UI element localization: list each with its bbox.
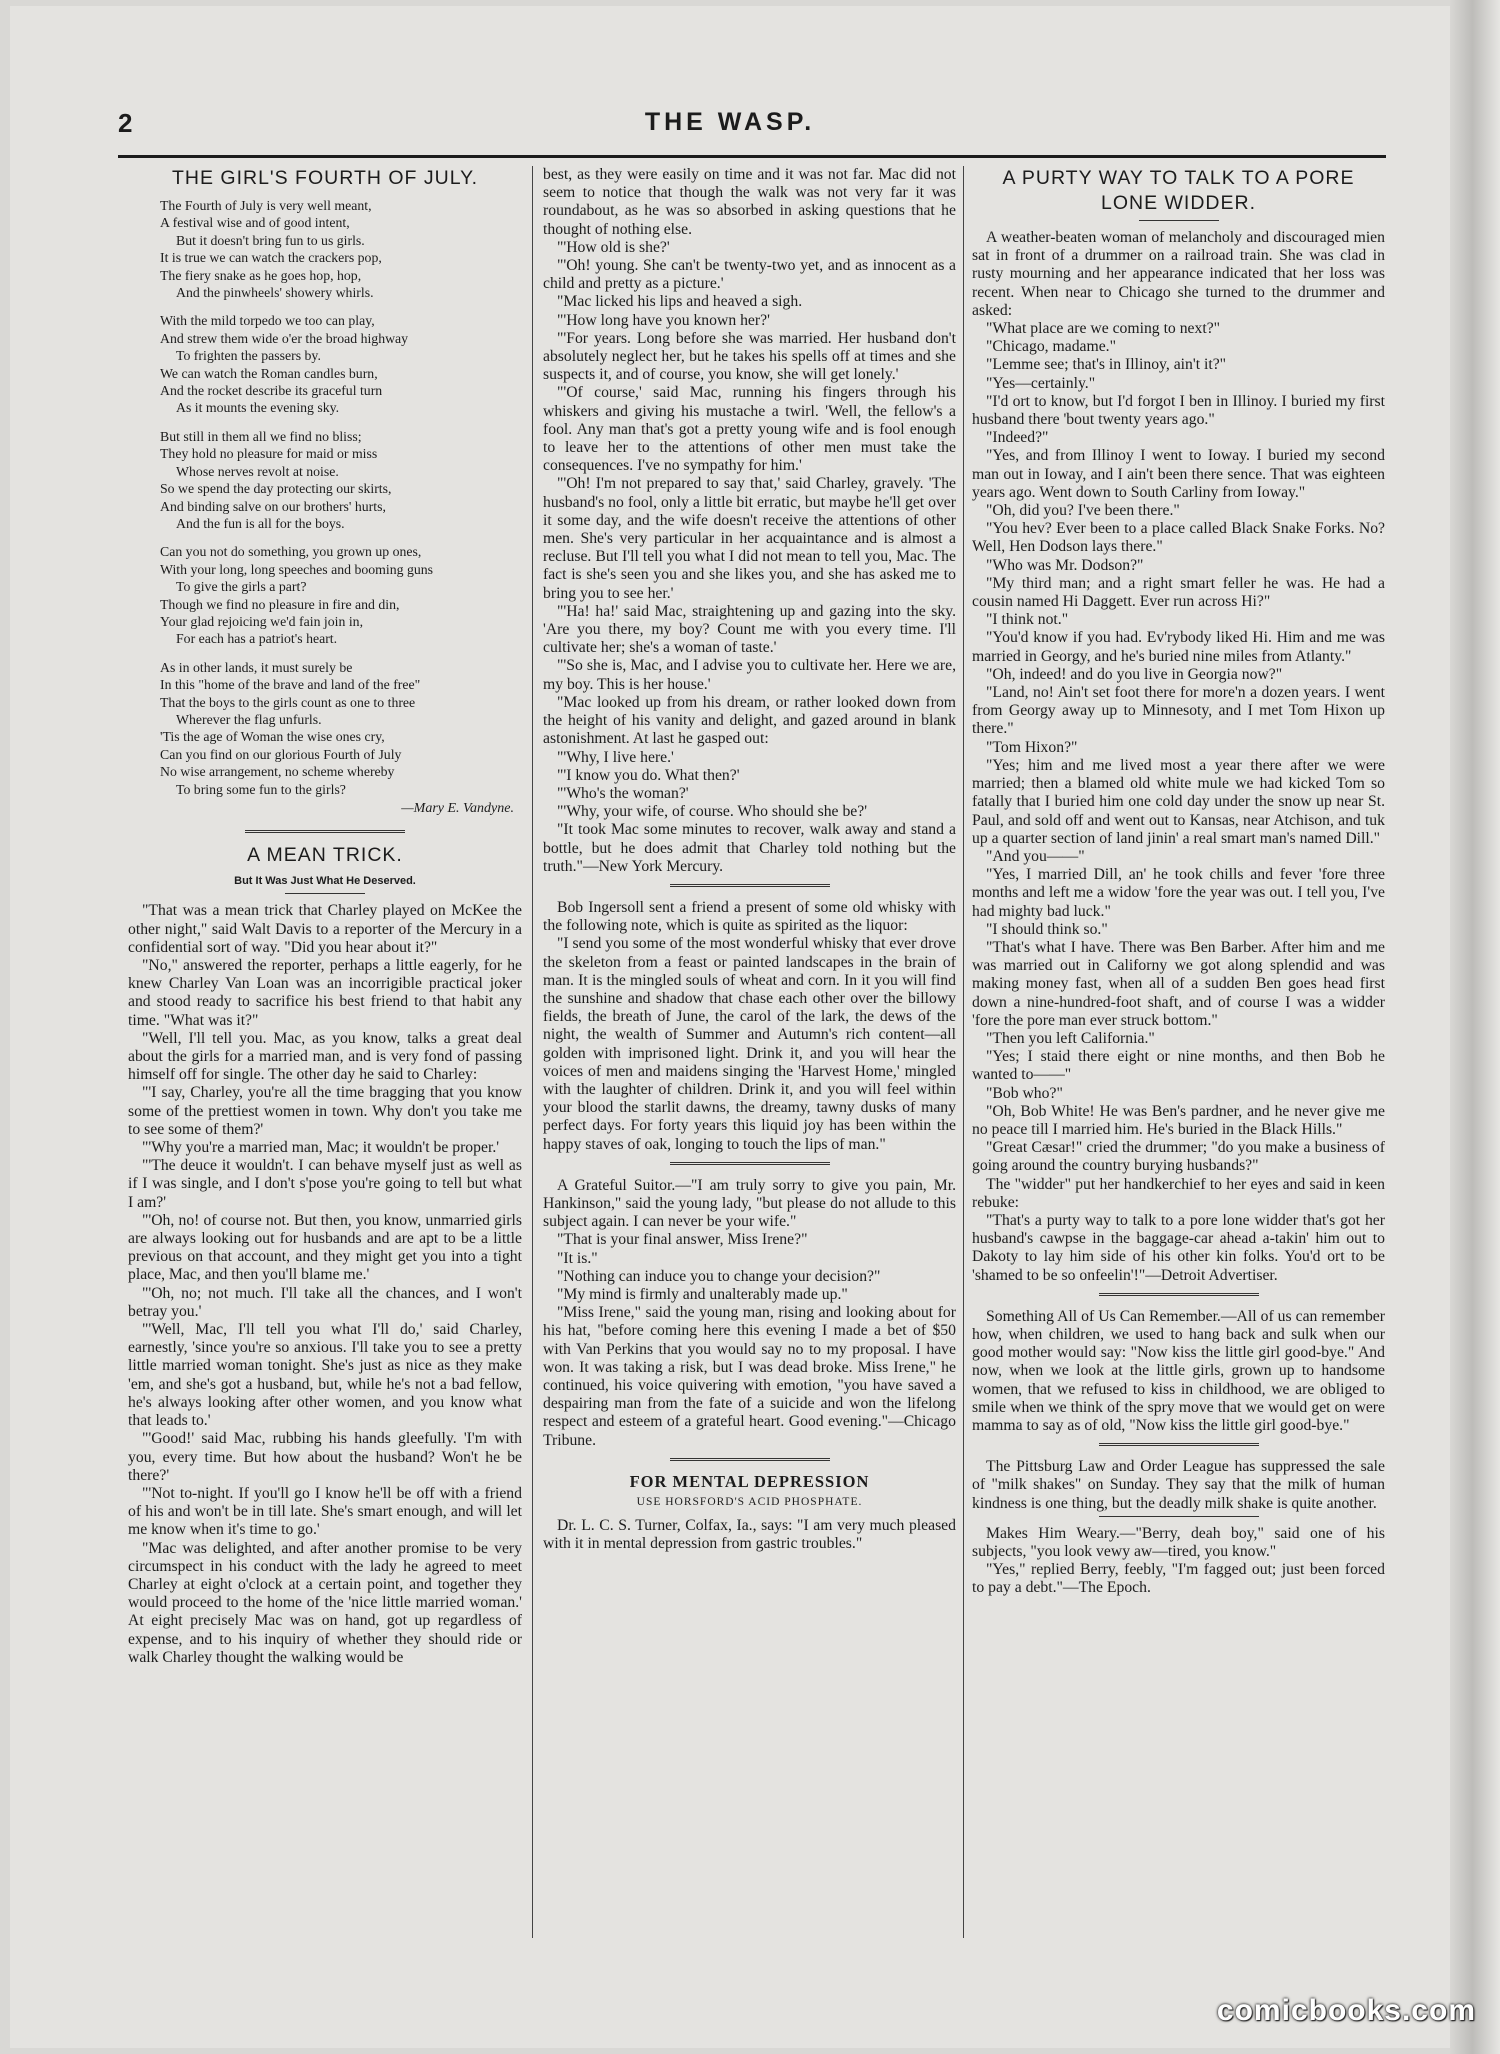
paragraph: "Land, no! Ain't set foot there for more'n a dozen years. I went from Georgy away up to Minnesoty, and I met Tom Hixon up there." — [972, 684, 1385, 738]
poem-line: As in other lands, it must surely be — [160, 659, 353, 675]
newspaper-page — [10, 6, 1450, 2048]
title-rule — [1139, 220, 1219, 221]
paragraph: "That's what I have. There was Ben Barber. After him and me was married out in Californy we got along splendid and was making money fast, when all of a sudden Ben goes head first down a nine-hundred-foot shaft, and of course I was a widder 'fore the pore man ever struck bottom." — [972, 938, 1385, 1029]
paragraph: "'Oh, no! of course not. But then, you know, unmarried girls are always looking out for husbands and are apt to be a little previous on that account, and they might get you into a tight place, Mac, and then you'll blame me.' — [128, 1211, 522, 1284]
column-1 — [128, 166, 522, 1667]
paragraph: "That is your final answer, Miss Irene?" — [557, 1231, 808, 1249]
paragraph: Dr. L. C. S. Turner, Colfax, Ia., says: "I am very much pleased with it in mental depression from gastric troubles." — [543, 1517, 956, 1553]
paragraph: "Yes—certainly." — [986, 374, 1096, 392]
paragraph: "Oh, did you? I've been there." — [986, 502, 1180, 520]
paragraph: Makes Him Weary.—"Berry, deah boy," said one of his subjects, "you look vewy aw—tired, you know." — [972, 1524, 1385, 1561]
poem-line: They hold no pleasure for maid or miss — [160, 446, 378, 462]
paragraph: "'Good!' said Mac, rubbing his hands gleefully. 'I'm with you, every time. But how about the husband? Won't he be there?' — [128, 1430, 522, 1484]
section-divider — [245, 830, 405, 833]
column-2 — [543, 166, 956, 1554]
column-rule-1 — [532, 166, 533, 1938]
ad-subtitle: USE HORSFORD'S ACID PHOSPHATE. — [636, 1496, 863, 1509]
paragraph: Bob Ingersoll sent a friend a present of some old whisky with the following note, which is quite as spirited as the liquor: — [543, 898, 956, 935]
poem-line: Your glad rejoicing we'd fain join in, — [160, 613, 364, 629]
paragraph: "Oh, Bob White! He was Ben's pardner, and he never give me no peace till I married him. He's buried in the Black Hills." — [972, 1102, 1385, 1138]
paragraph: "'Ha! ha!' said Mac, straightening up and gazing into the sky. 'Are you there, my boy? Count me with you every time. I'll cultivate her; she's a woman of taste.' — [543, 602, 956, 657]
poem-line: 'Tis the age of Woman the wise ones cry, — [160, 729, 385, 745]
poem-line: Wherever the flag unfurls. — [176, 711, 322, 727]
article-subtitle: But It Was Just What He Deserved. — [234, 875, 416, 888]
poem — [128, 197, 522, 798]
poem-title: THE GIRL'S FOURTH OF JULY. — [171, 167, 479, 189]
paragraph: The "widder" put her handkerchief to her eyes and said in keen rebuke: — [972, 1175, 1385, 1211]
paragraph: A Grateful Suitor.—"I am truly sorry to give you pain, Mr. Hankinson," said the young lady, "but please do not allude to this subject again. I can never be your wife." — [543, 1176, 956, 1231]
paragraph: best, as they were easily on time and it was not far. Mac did not seem to notice that though the walk was not very far it was roundabout, as he was so absorbed in asking questions that he thought of nothing else. — [543, 166, 956, 238]
paragraph: "Bob who?" — [986, 1084, 1063, 1102]
paragraph: "Then you left California." — [986, 1029, 1155, 1047]
poem-line: That the boys to the girls count as one to three — [160, 694, 416, 710]
article-title: A MEAN TRICK. — [247, 844, 403, 867]
paragraph: "Great Cæsar!" cried the drummer; "do you make a business of going around the country burying husbands?" — [972, 1139, 1385, 1175]
section-divider — [1099, 1293, 1259, 1296]
paragraph: "And you——" — [986, 847, 1085, 865]
poem-line: And the rocket describe its graceful turn — [160, 383, 383, 399]
paragraph: "'So she is, Mac, and I advise you to cultivate her. Here we are, my boy. This is her house.' — [543, 657, 956, 693]
paragraph: "Indeed?" — [986, 429, 1049, 447]
paragraph: "Miss Irene," said the young man, rising and looking about for his hat, "before coming here this evening I made a bet of $50 with Van Perkins that you would say no to my proposal. I have won. It was taking a risk, but I was dead broke. Miss Irene," he continued, his voice quivering with emotion, "you have saved a despairing man from the fate of a suicide and won the lifelong respect and esteem of a grateful heart. Good evening."—Chicago Tribune. — [543, 1304, 956, 1449]
paragraph: "'Not to-night. If you'll go I know he'll be off with a friend of his and won't be in till late. She's smart enough, and will let me know when it's time to go.' — [128, 1484, 522, 1539]
poem-line: And the fun is all for the boys. — [176, 515, 345, 531]
paragraph: "Tom Hixon?" — [986, 738, 1078, 756]
paragraph: "'Why you're a married man, Mac; it wouldn't be proper.' — [142, 1139, 500, 1157]
paragraph: "Mac was delighted, and after another promise to be very circumspect in his conduct with the lady he agreed to meet Charley at eight o'clock at a certain point, and together they would proceed to the home of the 'nice little married woman.' At eight precisely Mac was on hand, got up regardless of expense, and to his inquiry of whether they should ride or walk Charley thought the walking would be — [128, 1539, 522, 1666]
paragraph: "'How long have you known her?' — [557, 311, 770, 329]
paragraph: "Yes; him and me lived most a year there after we were married; then a blamed old white mule we had kicked Tom so fatally that I buried him one cold day under the snow up near St. Paul, and sold off and went out to Kansas, near Atchison, and tuk up a quarter section of land jinin' a real smart man's named Dill." — [972, 756, 1385, 847]
paragraph: A weather-beaten woman of melancholy and discouraged mien sat in front of a drummer on a railroad train. She was clad in rusty mourning and her appearance indicated that her loss was recent. When near to Chicago she turned to the drummer and asked: — [972, 229, 1385, 319]
poem-stanza — [160, 197, 522, 301]
paragraph: "Well, I'll tell you. Mac, as you know, talks a great deal about the girls for a married man, and is very fond of passing himself off for single. The other day he said to Charley: — [128, 1029, 522, 1084]
title-rule — [285, 893, 365, 894]
paragraph: "Nothing can induce you to change your decision?" — [557, 1267, 881, 1285]
paragraph: "'I know you do. What then?' — [557, 766, 740, 784]
paragraph: "'I say, Charley, you're all the time bragging that you know some of the prettiest women in town. Why don't you take me to see some of them?' — [128, 1084, 522, 1138]
paragraph: "It took Mac some minutes to recover, walk away and stand a bottle, but he does admit that Charley told nothing but the truth."—New York Mercury. — [543, 821, 956, 875]
poem-line: And binding salve on our brothers' hurts, — [160, 498, 386, 514]
column-rule-2 — [963, 166, 964, 1938]
column-3 — [972, 166, 1385, 1598]
poem-line: We can watch the Roman candles burn, — [160, 365, 378, 381]
poem-line: To give the girls a part? — [176, 579, 307, 595]
paragraph: Something All of Us Can Remember.—All of us can remember how, when children, we used to hang back and sulk when our good mother would say: "Now kiss the little girl good-bye." And now, when we look at the little girls, grown up to handsome women, that we refused to kiss in childhood, we are obliged to smile when we think of the spry move that we would get on were mamma to say as of old, "Now kiss the little girl good-bye." — [972, 1307, 1385, 1434]
paragraph: "Yes," replied Berry, feebly, "I'm fagged out; just been forced to pay a debt."—The Epoch. — [972, 1561, 1385, 1597]
paragraph: "'Oh! I'm not prepared to say that,' said Charley, gravely. 'The husband's no fool, only a little bit erratic, but maybe he'll get over it some day, and the wife doesn't receive the attentions of other men. She's very particular in her acquaintance and is almost a recluse. But I'll tell you what I did not mean to tell you, Mac. The fact is she's seen you and she likes you, and she has asked me to bring you to see her.' — [543, 475, 956, 602]
poem-line: To frighten the passers by. — [176, 348, 321, 364]
paragraph: "You'd know if you had. Ev'rybody liked Hi. Him and me was married in Georgy, and he's buried nine miles from Atlanty." — [972, 629, 1385, 665]
paragraph: "My mind is firmly and unalterably made up." — [557, 1285, 848, 1303]
poem-line: So we spend the day protecting our skirts, — [160, 481, 392, 497]
paragraph: "What place are we coming to next?" — [986, 320, 1221, 338]
paragraph: "That was a mean trick that Charley played on McKee the other night," said Walt Davis to a reporter of the Mercury in a confidential sort of way. "Did you hear about it?" — [128, 902, 522, 956]
poem-line: And strew them wide o'er the broad highway — [160, 330, 409, 346]
paragraph: "I should think so." — [986, 920, 1108, 938]
poem-stanza — [160, 428, 522, 532]
article-title: A PURTY WAY TO TALK TO A PORE LONE WIDDER. — [1002, 167, 1355, 214]
poem-line: But it doesn't bring fun to us girls. — [176, 232, 365, 248]
paragraph: "'The deuce it wouldn't. I can behave myself just as well as if I was single, and I don't s'pose you're going to tell but what I am?' — [128, 1157, 522, 1211]
paragraph: "I send you some of the most wonderful whisky that ever drove the skeleton from a feast or painted landscapes in the brain of man. It is the mingled souls of wheat and corn. In it you will find the sunshine and shadow that chase each other over the billowy fields, the breath of June, the carol of the lark, the dews of the night, the wealth of Summer and Autumn's rich content—all golden with imprisoned light. Drink it, and you will hear the voices of men and maidens singing the 'Harvest Home,' mingled with the laughter of children. Drink it, and you will feel within your blood the starlit dawns, the dreamy, tawny dusks of many perfect days. For forty years this liquid joy has been within the happy staves of oak, longing to touch the lips of man." — [543, 935, 956, 1153]
poem-stanza — [160, 543, 522, 647]
poem-line: For each has a patriot's heart. — [176, 631, 338, 647]
paragraph: "'Oh! young. She can't be twenty-two yet, and as innocent as a child and pretty as a picture.' — [543, 257, 956, 293]
paragraph: "I'd ort to know, but I'd forgot I ben in Illinoy. I buried my first husband there 'bout twenty years ago." — [972, 392, 1385, 429]
poem-line: And the pinwheels' showery whirls. — [176, 285, 374, 301]
masthead: THE WASP. — [644, 108, 816, 136]
paragraph: "'Oh, no; not much. I'll take all the chances, and I won't betray you.' — [128, 1284, 522, 1320]
paragraph: "Yes, and from Illinoy I went to Ioway. I buried my second man out in Ioway, and I ain't been there sence. That was eighteen years ago. Went down to South Carliny from Ioway." — [972, 447, 1385, 501]
poem-line: The fiery snake as he goes hop, hop, — [160, 267, 362, 283]
poem-line: But still in them all we find no bliss; — [160, 428, 362, 444]
poem-line: Can you not do something, you grown up ones, — [160, 544, 422, 560]
header-rule — [118, 155, 1386, 158]
poem-line: It is true we can watch the crackers pop, — [160, 250, 382, 266]
section-divider — [1099, 1443, 1259, 1446]
paragraph: "'Why, your wife, of course. Who should she be?' — [557, 803, 868, 821]
paragraph: "'Of course,' said Mac, running his fingers through his whiskers and giving his mustache a twirl. 'Well, the fellow's a fool. Any man that's got a pretty young wife and is fool enough to leave her to the attentions of other men must take the consequences. I've no sympathy for him.' — [543, 384, 956, 475]
poem-line: To bring some fun to the girls? — [176, 781, 346, 797]
poem-attribution: —Mary E. Vandyne. — [401, 801, 514, 816]
poem-stanza — [160, 312, 522, 416]
poem-line: Whose nerves revolt at noise. — [176, 463, 339, 479]
poem-line: With your long, long speeches and booming guns — [160, 561, 434, 577]
paragraph: "Lemme see; that's in Illinoy, ain't it?" — [986, 356, 1227, 374]
section-divider — [670, 884, 830, 887]
paragraph: The Pittsburg Law and Order League has suppressed the sale of "milk shakes" on Sunday. They say that the milk of human kindness is one thing, but the deadly milk shake is quite another. — [972, 1458, 1385, 1512]
paragraph: "'For years. Long before she was married. Her husband don't absolutely neglect her, but he takes his spells off at times and she suspects it, and of course, you know, she will get lonely.' — [543, 329, 956, 384]
paragraph: "You hev? Ever been to a place called Black Snake Forks. No? Well, Hen Dodson lays there." — [972, 520, 1385, 556]
paragraph: "Mac licked his lips and heaved a sigh. — [557, 293, 803, 311]
ad-title: FOR MENTAL DEPRESSION — [629, 1471, 870, 1491]
section-divider — [670, 1162, 830, 1165]
paragraph: "Chicago, madame." — [986, 338, 1116, 356]
poem-stanza — [160, 659, 522, 798]
binding-edge — [1450, 0, 1500, 2054]
paragraph: "I think not." — [986, 611, 1069, 629]
paragraph: "'How old is she?' — [557, 238, 670, 256]
paragraph: "Yes; I staid there eight or nine months, and then Bob he wanted to——" — [972, 1048, 1385, 1084]
paragraph: "No," answered the reporter, perhaps a little eagerly, for he knew Charley Van Loan was an incorrigible practical joker and stood ready to sacrifice his best friend to that habit any time. "What was it?" — [128, 957, 522, 1029]
paragraph: "'Well, Mac, I'll tell you what I'll do,' said Charley, earnestly, 'since you're so anxious. I'll take you to see a pretty little married woman tonight. She's just as nice as they make 'em, and she's got a husband, but, while he's not a bad fellow, he's always looking after other women, and you know what that leads to.' — [128, 1321, 522, 1430]
section-divider — [670, 1458, 830, 1461]
paragraph: "My third man; and a right smart feller he was. He had a cousin named Hi Daggett. Ever run across Hi?" — [972, 574, 1385, 611]
section-divider — [1099, 1516, 1259, 1517]
paragraph: "Mac looked up from his dream, or rather looked down from the height of his vanity and delight, and gazed around in blank astonishment. At last he gasped out: — [543, 693, 956, 748]
poem-line: As it mounts the evening sky. — [176, 400, 340, 416]
poem-line: The Fourth of July is very well meant, — [160, 198, 372, 213]
paragraph: "Yes, I married Dill, an' he took chills and fever 'fore three months and left me a widow 'fore the year was out. I tell you, I've had mighty bad luck." — [972, 866, 1385, 920]
poem-line: Can you find on our glorious Fourth of July — [160, 746, 402, 762]
paragraph: "That's a purty way to talk to a pore lone widder that's got her husband's cawpse in the baggage-car ahead a-takin' him out to Dakoty to lay him side of his other kin folks. You'd ort to be 'shamed to be so onfeelin'!"—Detroit Advertiser. — [972, 1211, 1385, 1284]
paragraph: "'Who's the woman?' — [557, 784, 689, 802]
paragraph: "Who was Mr. Dodson?" — [986, 556, 1144, 574]
poem-line: With the mild torpedo we too can play, — [160, 313, 375, 329]
poem-line: Though we find no pleasure in fire and din, — [160, 596, 400, 612]
paragraph: "Oh, indeed! and do you live in Georgia now?" — [986, 665, 1283, 683]
watermark: comicbooks.com — [1216, 1994, 1476, 2027]
paragraph: "It is." — [557, 1249, 598, 1267]
poem-line: A festival wise and of good intent, — [160, 215, 350, 231]
paragraph: "'Why, I live here.' — [557, 748, 674, 766]
poem-line: No wise arrangement, no scheme whereby — [160, 764, 395, 780]
poem-line: In this "home of the brave and land of the free" — [160, 677, 421, 693]
page-number: 2 — [118, 108, 133, 138]
